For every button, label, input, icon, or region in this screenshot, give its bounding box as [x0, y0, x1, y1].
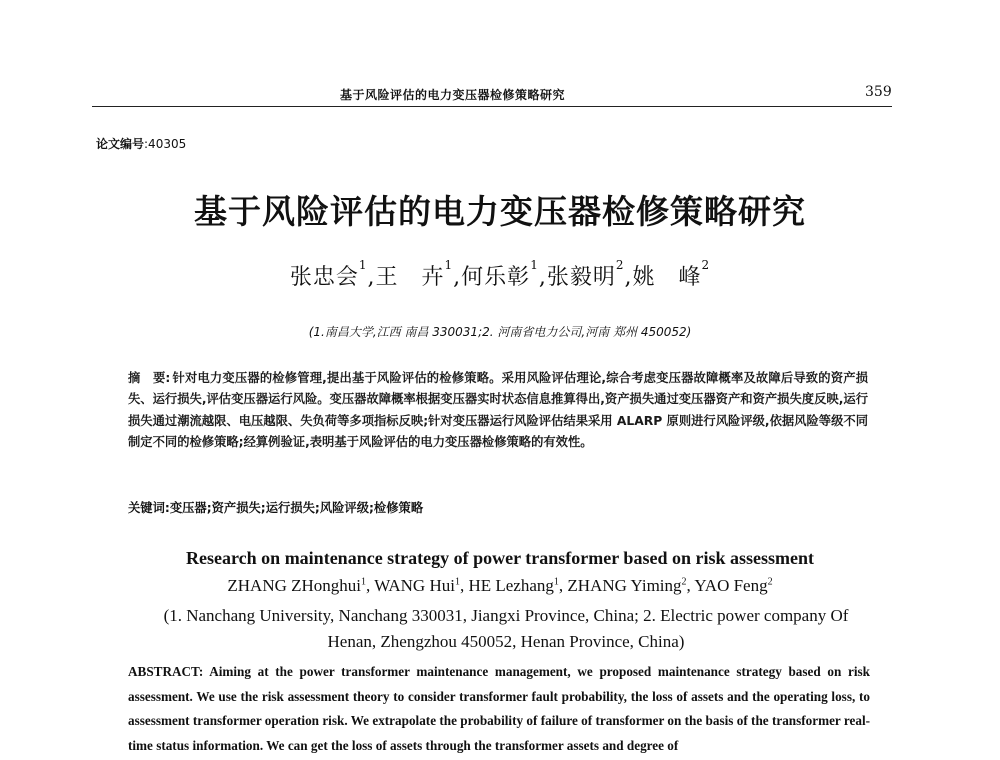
abstract-en-label: ABSTRACT: — [128, 664, 204, 679]
author-cn: 何乐彰 — [461, 265, 531, 290]
authors-en: ZHANG ZHonghui$^1$, WANG Hui$^1$, HE Lezhang$^1$, ZHANG Yiming$^2$, YAO Feng$^2$ — [227, 576, 773, 595]
author-aff: 2 — [681, 576, 687, 588]
abstract-cn-label: 摘 要: — [128, 371, 171, 385]
keywords-cn — [128, 498, 868, 516]
abstract-en — [128, 660, 870, 758]
author-en: HE Lezhang — [468, 576, 554, 595]
author-aff: 2 — [767, 576, 773, 588]
author-aff: 1 — [361, 576, 367, 588]
author-cn: 王 卉 — [375, 265, 445, 290]
header-rule — [92, 106, 892, 107]
keywords-cn-text: 变压器;资产损失;运行损失;风险评级;检修策略 — [169, 501, 424, 515]
author-en: ZHANG Yiming — [567, 576, 682, 595]
author-aff: 1 — [358, 258, 368, 272]
title-cn: 基于风险评估的电力变压器检修策略研究 — [194, 192, 806, 231]
author-aff: 1 — [454, 576, 460, 588]
abstract-cn — [128, 368, 868, 454]
paper-number-value: :40305 — [144, 137, 187, 151]
author-aff: 1 — [444, 258, 454, 272]
author-en: YAO Feng — [694, 576, 768, 595]
author-cn: 张忠会 — [289, 265, 359, 290]
affiliation-en: (1. Nanchang University, Nanchang 330031, Jiangxi Province, China; 2. Electric power company Of Henan, Zhengzhou 450052, Henan Province, China) — [163, 606, 849, 651]
author-aff: 2 — [701, 258, 711, 272]
title-en: Research on maintenance strategy of power transformer based on risk assessment — [186, 548, 814, 568]
author-en: ZHANG ZHonghui — [227, 576, 362, 595]
affiliation-cn: (1.南昌大学,江西 南昌 330031;2. 河南省电力公司,河南 郑州 450052) — [308, 325, 692, 339]
author-aff: 1 — [553, 576, 559, 588]
author-aff: 2 — [615, 258, 625, 272]
keywords-cn-label: 关键词: — [128, 501, 170, 515]
author-aff: 1 — [530, 258, 539, 272]
paper-number-label: 论文编号 — [96, 137, 145, 151]
abstract-cn-text: 针对电力变压器的检修管理,提出基于风险评估的检修策略。采用风险评估理论,综合考虑变压器故障概率及故障后导致的资产损失、运行损失,评估变压器运行风险。变压器故障概率根据变压器实时状态信息推算得出,资产损失通过变压器资产和资产损失度反映,运行损失通过潮流越限、电压越限、失负荷等多项指标反映;针对变压器运行风险评估结果采用 ALARP 原则进行风险评级,依据风险等级不同制定不同的检修策略;经算例验证,表明基于风险评估的电力变压器检修策略的有效性。 — [128, 371, 868, 450]
abstract-en-text: Aiming at the power transformer maintenance management, we proposed maintenance strategy based on risk assessment. We use the risk assessment theory to consider transformer fault probability, the loss of assets and the operating loss, to assessment transformer operation risk. We extrapolate the probability of failure of transformer on the basis of the transformer real-time status information. We can get the loss of assets through the transformer assets and degree of — [128, 664, 870, 753]
paper-number — [96, 135, 186, 152]
running-title: 基于风险评估的电力变压器检修策略研究 — [340, 88, 566, 102]
page-number: 359 — [865, 84, 892, 100]
authors-cn: 张忠会$^1$,王 卉$^1$,何乐彰$^1$,张毅明$^2$,姚 峰$^2$ — [289, 258, 711, 290]
author-cn: 姚 峰 — [632, 265, 702, 290]
author-cn: 张毅明 — [546, 265, 616, 290]
author-en: WANG Hui — [374, 576, 455, 595]
